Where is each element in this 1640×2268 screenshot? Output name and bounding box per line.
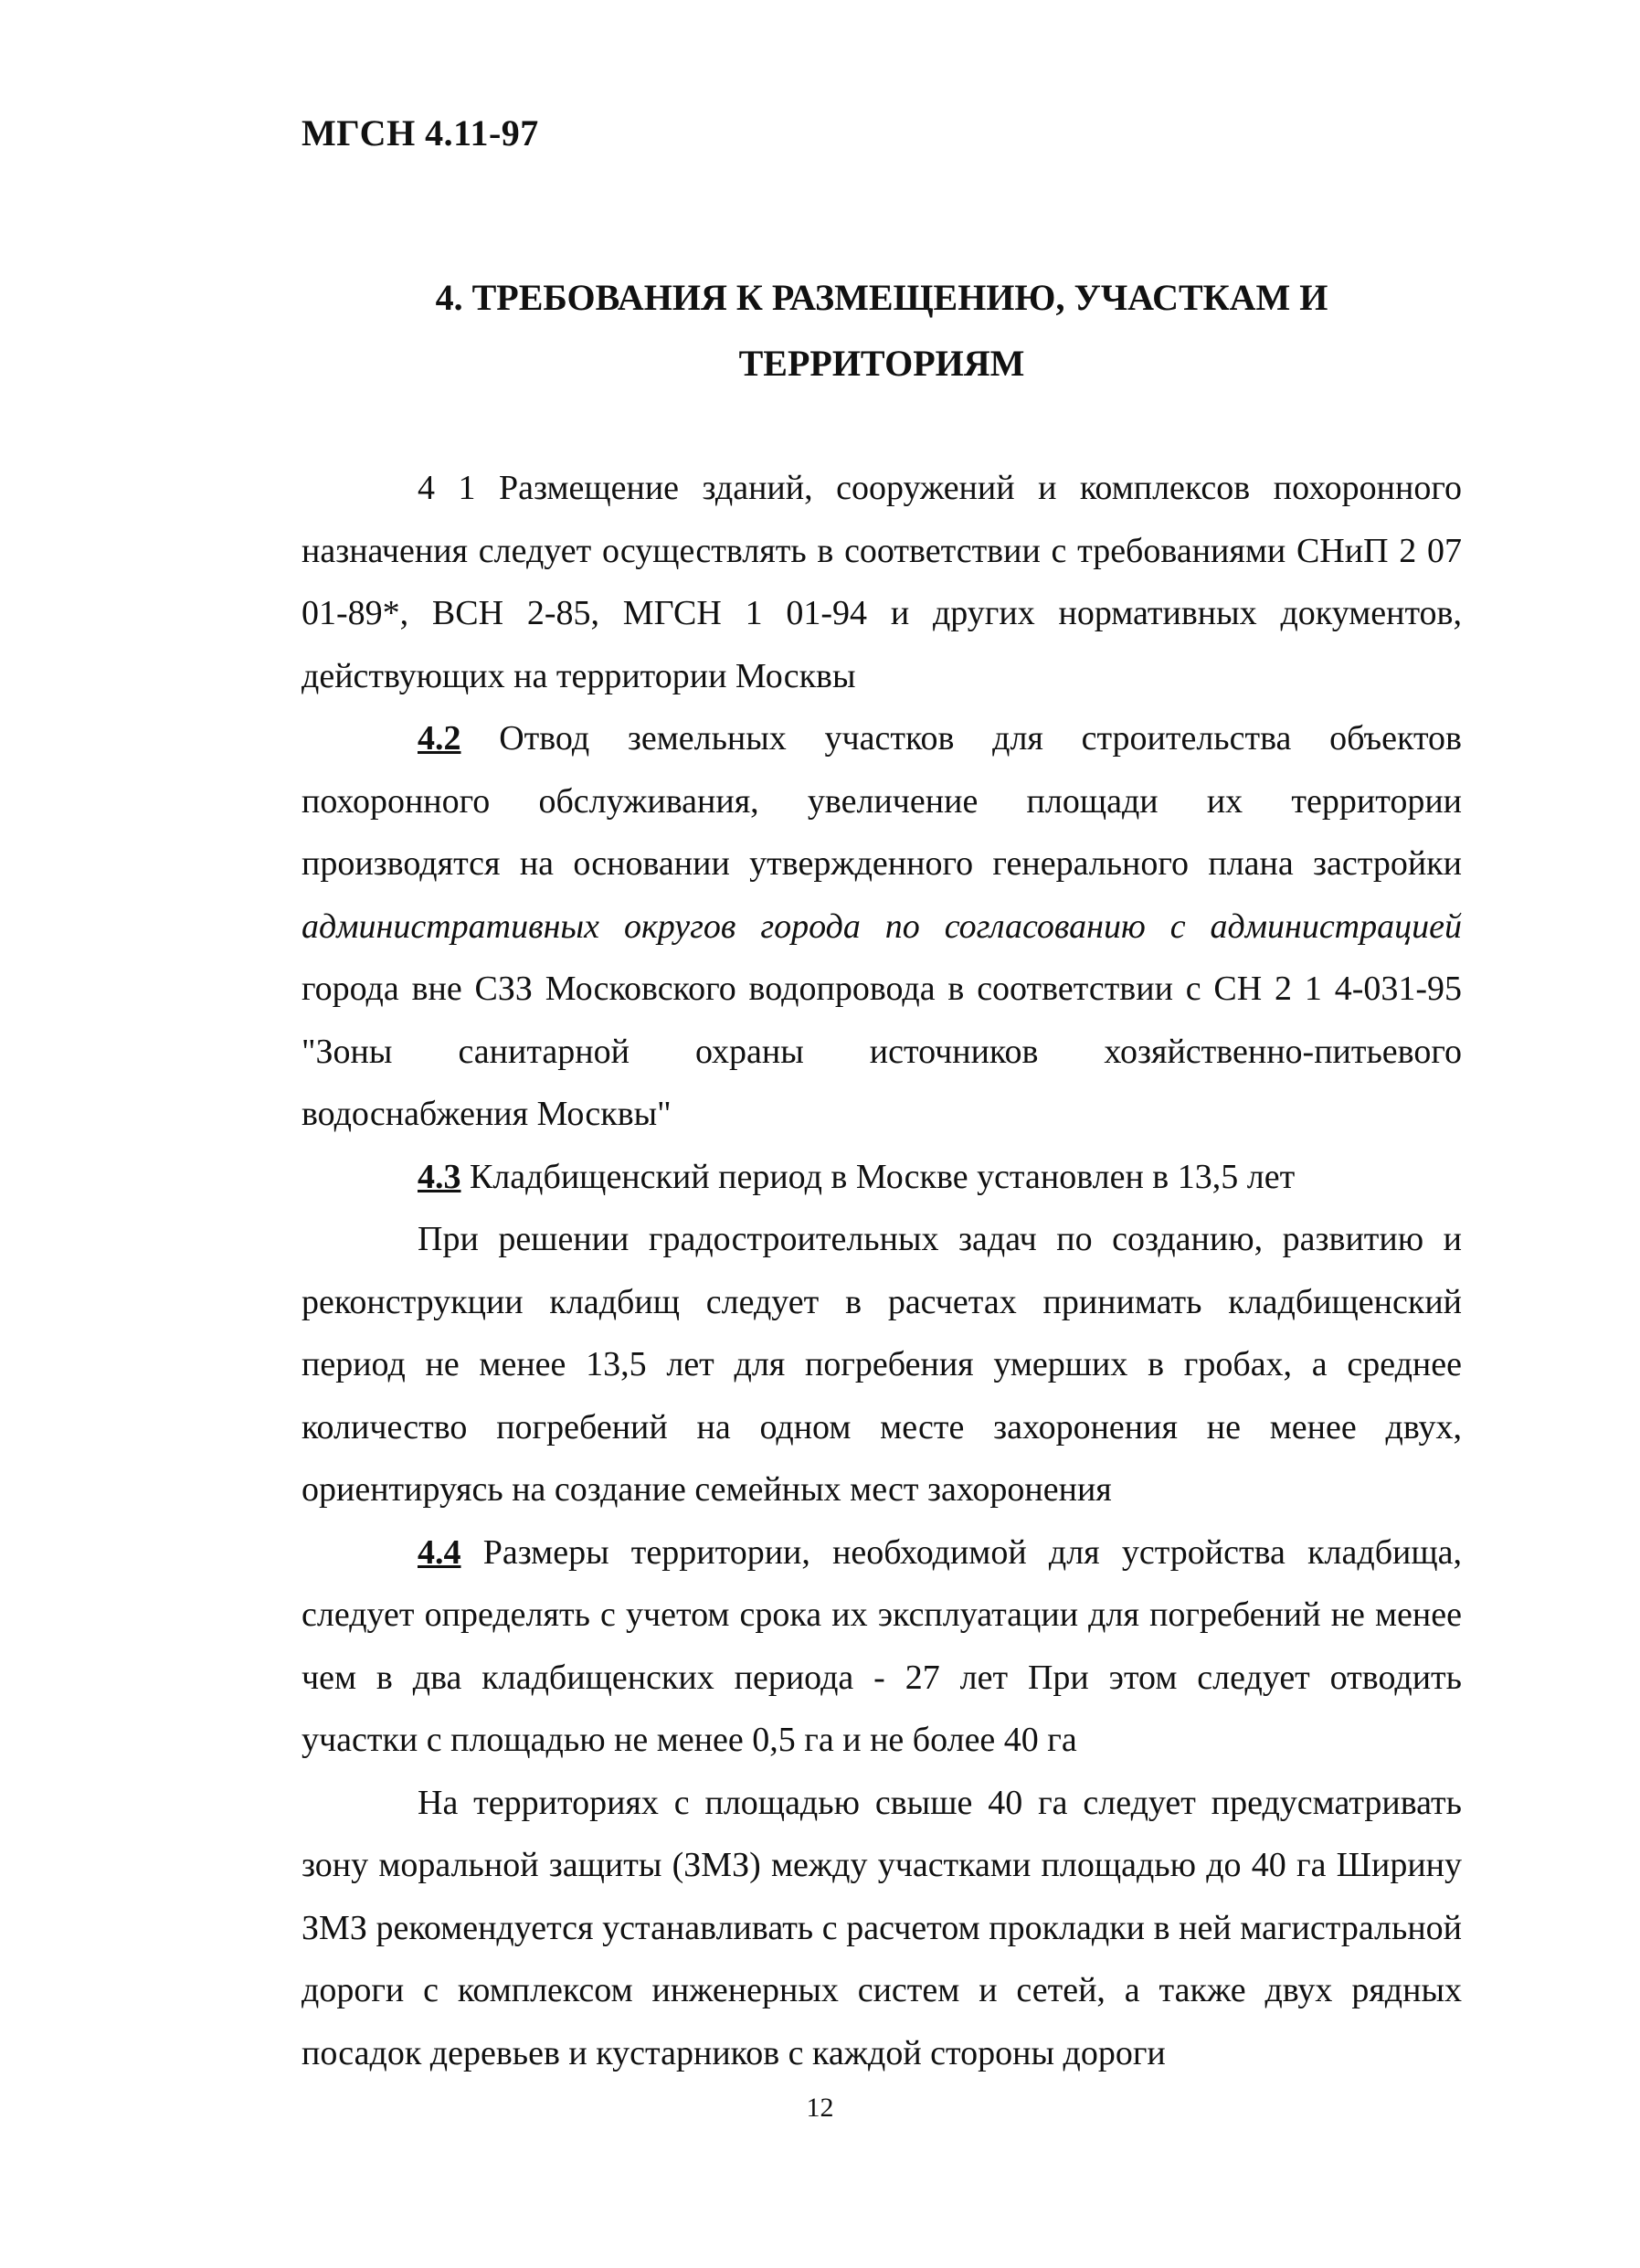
clause-4-2-text-part-2: города вне СЗЗ Московского водопровода в соответствии с СН 2 1 4-031-95 "Зоны санитарной охраны источников хозяйственно-питьевого водоснабжения Москвы" — [302, 970, 1462, 1133]
clause-4-2-text-italic: административных округов города по согласованию с администрацией — [302, 906, 1462, 946]
clause-4-3 — [302, 1146, 1462, 1209]
clause-4-3-number: 4.3 — [418, 1157, 461, 1196]
section-title-line-2: ТЕРРИТОРИЯМ — [738, 343, 1025, 384]
clause-4-4-number: 4.4 — [418, 1532, 461, 1572]
page-number: 12 — [806, 2093, 834, 2123]
clause-4-3-text: Кладбищенский период в Москве установлен в 13,5 лет — [460, 1157, 1296, 1196]
clause-4-1-text: Размещение зданий, сооружений и комплексов похоронного назначения следует осуществлять в соответствии с требованиями СНиП 2 07 01-89*, ВСН 2-85, МГСН 1 01-94 и других нормативных документов, действующих на территории Москвы — [302, 469, 1462, 695]
clause-4-1 — [302, 457, 1462, 707]
section-title-line-1: 4. ТРЕБОВАНИЯ К РАЗМЕЩЕНИЮ, УЧАСТКАМ И — [435, 277, 1328, 318]
clause-4-2-text-part-1: Отвод земельных участков для строительства объектов похоронного обслуживания, увеличение площади их территории производятся на основании утвержденного генерального плана застройки — [302, 719, 1462, 883]
clause-4-4-paragraph-2: На территориях с площадью свыше 40 га следует предусматривать зону моральной защиты (ЗМЗ) между участками площадью до 40 га Ширину ЗМЗ рекомендуется устанавливать с расчетом прокладки в ней магистральной дороги с комплексом инженерных систем и сетей, а также двух рядных посадок деревьев и кустарников с каждой стороны дороги — [302, 1783, 1462, 2072]
clause-4-4-text: Размеры территории, необходимой для устройства кладбища, следует определять с учетом срока их эксплуатации для погребений не менее чем в два кладбищенских периода - 27 лет При этом следует отводить участки с площадью не менее 0,5 га и не более 40 га — [302, 1532, 1462, 1759]
clause-4-2 — [302, 707, 1462, 1146]
section-title — [302, 265, 1462, 397]
clause-4-1-number: 4 1 — [418, 469, 476, 507]
clause-4-3-paragraph-2: При решении градостроительных задач по созданию, развитию и реконструкции кладбищ следует в расчетах принимать кладбищенский период не менее 13,5 лет для погребения умерших в гробах, а среднее количество погребений на одном месте захоронения не менее двух, ориентируясь на создание семейных мест захоронения — [302, 1220, 1462, 1509]
section-body — [302, 457, 1462, 2084]
document-code: МГСН 4.11-97 — [302, 112, 539, 154]
clause-4-2-number: 4.2 — [418, 719, 461, 758]
clause-4-4 — [302, 1521, 1462, 1772]
